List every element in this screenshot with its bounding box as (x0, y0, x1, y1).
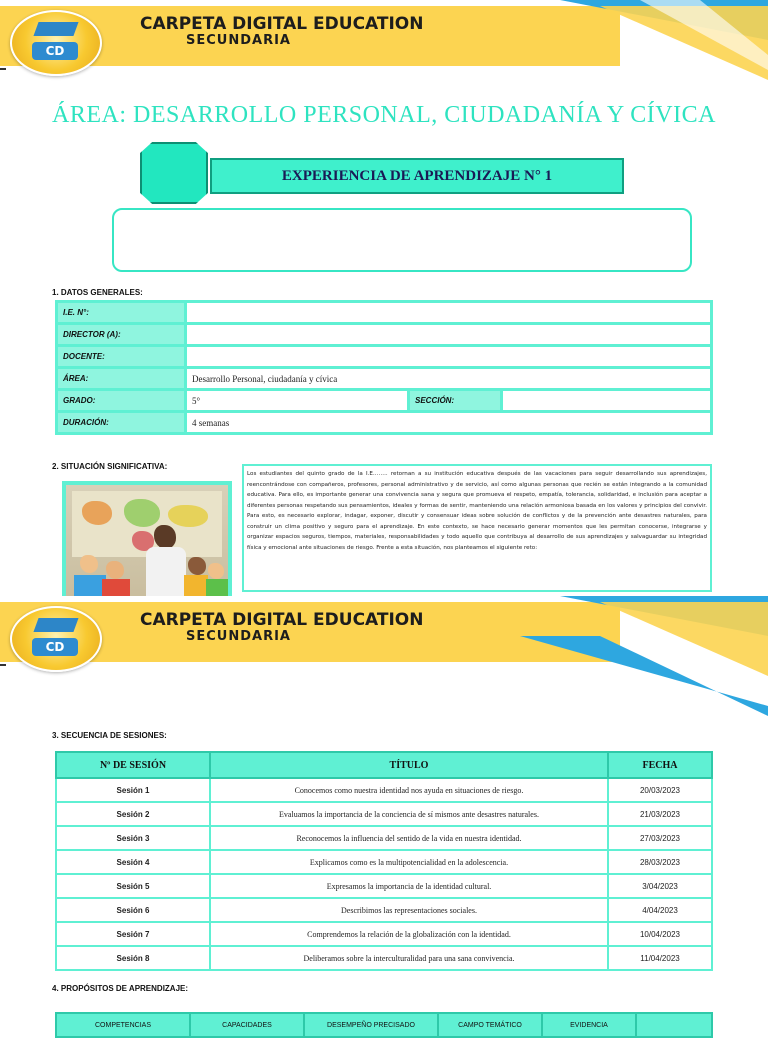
grado-label: GRADO: (57, 390, 186, 412)
ie-label: I.E. N°: (57, 302, 186, 324)
session-number: Sesión 3 (56, 826, 210, 850)
duracion-label: DURACIÓN: (57, 412, 186, 434)
section-datos-generales: 1. DATOS GENERALES: (52, 288, 143, 297)
octagon-decoration (140, 142, 208, 204)
session-number: Sesión 7 (56, 922, 210, 946)
sessions-table (55, 751, 713, 971)
session-number: Sesión 8 (56, 946, 210, 970)
director-label: DIRECTOR (A): (57, 324, 186, 346)
teacher-body (146, 547, 186, 597)
section-propositos: 4. PROPÓSITOS DE APRENDIZAJE: (52, 984, 189, 993)
table-row (56, 850, 712, 874)
session-title: Conocemos como nuestra identidad nos ayuda en situaciones de riesgo. (210, 778, 608, 802)
brand-title: CARPETA DIGITAL EDUCATION (140, 14, 424, 34)
session-number: Sesión 6 (56, 898, 210, 922)
table-header-row (56, 752, 712, 778)
table-row (56, 898, 712, 922)
world-map-image (72, 491, 222, 557)
table-row (56, 826, 712, 850)
area-label: ÁREA: (57, 368, 186, 390)
ie-value-cell[interactable] (186, 302, 712, 324)
area-title: ÁREA: DESARROLLO PERSONAL, CIUDADANÍA Y CÍVICA (52, 102, 716, 128)
session-title: Comprendemos la relación de la globalización con la identidad. (210, 922, 608, 946)
brand-subtitle: SECUNDARIA (186, 629, 291, 644)
table-row (56, 778, 712, 802)
logo-text: CD (32, 42, 78, 60)
graduation-cap-icon (33, 618, 78, 632)
seccion-value-cell[interactable] (502, 390, 712, 412)
session-date: 4/04/2023 (608, 898, 712, 922)
propositos-table (55, 1012, 713, 1038)
document-page-2 (0, 596, 768, 1029)
datos-generales-table (55, 300, 713, 435)
session-number: Sesión 2 (56, 802, 210, 826)
col-competencias: COMPETENCIAS (56, 1013, 190, 1037)
area-value: Desarrollo Personal, ciudadanía y cívica (186, 368, 712, 390)
graduation-cap-icon (33, 22, 78, 36)
session-number: Sesión 1 (56, 778, 210, 802)
divider (0, 664, 6, 666)
session-title: Explicamos como es la multipotencialidad en la adolescencia. (210, 850, 608, 874)
col-campo-tematico: CAMPO TEMÁTICO (438, 1013, 542, 1037)
session-date: 3/04/2023 (608, 874, 712, 898)
session-title: Deliberamos sobre la interculturalidad para una sana convivencia. (210, 946, 608, 970)
session-date: 10/04/2023 (608, 922, 712, 946)
table-header-row (56, 1013, 712, 1037)
brand-subtitle: SECUNDARIA (186, 33, 291, 48)
session-title: Reconocemos la influencia del sentido de la vida en nuestra identidad. (210, 826, 608, 850)
col-capacidades: CAPACIDADES (190, 1013, 304, 1037)
brand-title: CARPETA DIGITAL EDUCATION (140, 610, 424, 630)
seccion-label: SECCIÓN: (409, 390, 502, 412)
session-date: 21/03/2023 (608, 802, 712, 826)
col-evidencia: EVIDENCIA (542, 1013, 636, 1037)
classroom-photo (62, 481, 232, 603)
session-date: 28/03/2023 (608, 850, 712, 874)
col-desempeno: DESEMPEÑO PRECISADO (304, 1013, 438, 1037)
docente-value-cell[interactable] (186, 346, 712, 368)
section-situacion: 2. SITUACIÓN SIGNIFICATIVA: (52, 462, 168, 471)
table-row (56, 946, 712, 970)
session-title: Expresamos la importancia de la identidad cultural. (210, 874, 608, 898)
table-row (57, 390, 712, 412)
session-title: Evaluamos la importancia de la conciencia de sí mismos ante desastres naturales. (210, 802, 608, 826)
table-row (56, 922, 712, 946)
session-date: 20/03/2023 (608, 778, 712, 802)
divider (0, 68, 6, 70)
table-row (57, 346, 712, 368)
col-fecha: FECHA (608, 752, 712, 778)
col-titulo: TÍTULO (210, 752, 608, 778)
logo-icon (10, 10, 102, 76)
page-header (0, 596, 768, 676)
session-title: Describimos las representaciones sociales. (210, 898, 608, 922)
header-decoration (0, 0, 768, 80)
docente-label: DOCENTE: (57, 346, 186, 368)
table-row (57, 324, 712, 346)
session-date: 11/04/2023 (608, 946, 712, 970)
col-extra (636, 1013, 712, 1037)
director-value-cell[interactable] (186, 324, 712, 346)
grado-value: 5° (186, 390, 409, 412)
col-sesion: Nº DE SESIÓN (56, 752, 210, 778)
section-secuencia: 3. SECUENCIA DE SESIONES: (52, 731, 167, 740)
situacion-text: Los estudiantes del quinto grado de la I.E…….. retornan a su institución educativa después de las vacaciones para seguir desarrollando sus aprendizajes, reencontrándose con compañeros, profesores, personal administrativo y de servicio, así como algunas personas que recién se están integrando a la comunidad educativa. Para ello, es importante generar una convivencia sana y segura que promueva el respeto, empatía, tolerancia, solidaridad, e inclusión para aceptar a diferentes personas respetando sus pensamientos, ideales y formas de sentir, manteniendo una relación armoniosa basada en los valores y principios del convivir. Para esto, es necesario explorar, indagar, exponer, discutir y consensuar ideas sobre solución de conflictos y de la prevención ante desastres naturales, para construir un clima positivo y seguro para el aprendizaje. En este contexto, se hace necesario generar momentos que les permitan conocerse, integrarse y organizar espacios seguros, tiempos, materiales, responsabilidades y todo aquello que contribuya al desarrollo de sus aprendizajes y salvaguardar su integridad física y emocional ante situaciones de riesgo. Frente a esta situación, nos planteamos el siguiente reto: (242, 464, 712, 592)
table-row (57, 302, 712, 324)
session-number: Sesión 5 (56, 874, 210, 898)
duracion-value: 4 semanas (186, 412, 712, 434)
session-number: Sesión 4 (56, 850, 210, 874)
page-header (0, 0, 768, 80)
table-row (57, 368, 712, 390)
table-row (56, 802, 712, 826)
title-input-box[interactable] (112, 208, 692, 272)
experiencia-title: EXPERIENCIA DE APRENDIZAJE N° 1 (210, 158, 624, 194)
teacher-head (154, 525, 176, 549)
table-row (57, 412, 712, 434)
table-row (56, 874, 712, 898)
logo-icon (10, 606, 102, 672)
session-date: 27/03/2023 (608, 826, 712, 850)
logo-text: CD (32, 638, 78, 656)
